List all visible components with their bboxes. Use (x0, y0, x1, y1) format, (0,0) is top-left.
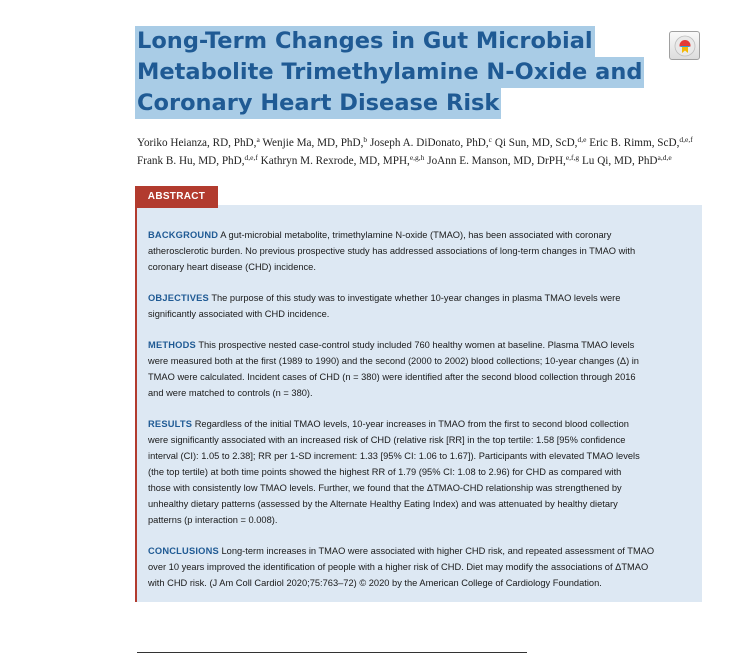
section-text: A gut-microbial metabolite, trimethylamine N-oxide (TMAO), has been associated with coronary (220, 230, 612, 240)
abstract-section-results (148, 416, 693, 528)
section-text: significantly associated with CHD incidence. (148, 309, 330, 319)
abstract-section-background (148, 227, 693, 275)
section-heading: RESULTS (148, 419, 193, 429)
abstract-text-line (148, 464, 693, 480)
abstract-section-conclusions (148, 543, 693, 591)
abstract-text-line (148, 337, 693, 353)
author-name: Yoriko Heianza, RD, PhD, (137, 137, 257, 149)
article-title (137, 26, 657, 119)
section-text: TMAO were calculated. Incident cases of CHD (n = 380) were identified after the second blood collection through 2016 (148, 372, 636, 382)
section-text: This prospective nested case-control study included 760 healthy women at baseline. Plasma TMAO levels (198, 340, 635, 350)
affiliation-marker[interactable]: a,d,e (657, 153, 672, 162)
abstract-text-line (148, 448, 693, 464)
section-text: coronary heart disease (CHD) incidence. (148, 262, 316, 272)
abstract-text-line (148, 353, 693, 369)
abstract-section-objectives (148, 290, 693, 322)
abstract-sections (148, 227, 693, 606)
abstract-text-line (148, 432, 693, 448)
crossmark-icon (674, 35, 696, 57)
abstract-accent-rule (135, 186, 137, 602)
author-name: Kathryn M. Rexrode, MD, MPH, (257, 155, 410, 167)
abstract-text-line (148, 559, 693, 575)
abstract-text-line (148, 243, 693, 259)
section-heading: OBJECTIVES (148, 293, 209, 303)
abstract-label: ABSTRACT (135, 186, 218, 208)
affiliation-marker[interactable]: c (488, 135, 493, 144)
abstract-text-line (148, 512, 693, 528)
affiliation-marker[interactable]: e,f,g (565, 153, 580, 162)
footnote-divider (137, 652, 527, 653)
author-line (137, 152, 717, 170)
section-heading: CONCLUSIONS (148, 546, 219, 556)
abstract-text-line (148, 369, 693, 385)
author-name: JoAnn E. Manson, MD, DrPH, (424, 155, 566, 167)
section-text: with CHD risk. (J Am Coll Cardiol 2020;75:763–72) © 2020 by the American College of Cardiology Foundation. (148, 578, 602, 588)
section-text: The purpose of this study was to investigate whether 10-year changes in plasma TMAO levels were (211, 293, 621, 303)
section-text: atherosclerotic burden. No previous prospective study has addressed associations of long-term changes in TMAO with (148, 246, 636, 256)
abstract-section-methods (148, 337, 693, 401)
affiliation-marker[interactable]: d,e,f (679, 135, 693, 144)
section-text: Regardless of the initial TMAO levels, 10-year increases in TMAO from the first to second blood collection (194, 419, 629, 429)
section-text: (the top tertile) at both time points showed the highest RR of 1.79 (95% CI: 1.08 to 2.96) for CHD as compared with (148, 467, 622, 477)
affiliation-marker[interactable]: d,e,f (244, 153, 258, 162)
author-name: Frank B. Hu, MD, PhD, (137, 155, 245, 167)
abstract-text-line (148, 259, 693, 275)
abstract-text-line (148, 290, 693, 306)
author-name: Wenjie Ma, MD, PhD, (259, 137, 364, 149)
author-line (137, 134, 717, 152)
author-name: Lu Qi, MD, PhD (579, 155, 658, 167)
author-name: Joseph A. DiDonato, PhD, (367, 137, 489, 149)
affiliation-marker[interactable]: d,e (577, 135, 587, 144)
section-text: over 10 years improved the identification of people with a higher risk of CHD. Diet may modify the associations of ΔTMAO (148, 562, 649, 572)
author-name: Eric B. Rimm, ScD, (586, 137, 680, 149)
section-text: were significantly associated with an increased risk of CHD (relative risk [RR] in the top tertile: 1.58 [95% confidence (148, 435, 626, 445)
abstract-text-line (148, 496, 693, 512)
section-text: and were matched to controls (n = 380). (148, 388, 313, 398)
author-name: Qi Sun, MD, ScD, (492, 137, 578, 149)
abstract-text-line (148, 575, 693, 591)
section-heading: BACKGROUND (148, 230, 219, 240)
affiliation-marker[interactable]: a (256, 135, 260, 144)
abstract-text-line (148, 416, 693, 432)
affiliation-marker[interactable]: e,g,h (409, 153, 425, 162)
section-text: unhealthy dietary patterns (assessed by the Alternate Healthy Eating Index) and was attenuated by healthy dietary (148, 499, 618, 509)
section-text: patterns (p interaction = 0.008). (148, 515, 278, 525)
section-text: Long-term increases in TMAO were associated with higher CHD risk, and repeated assessment of TMAO (221, 546, 655, 556)
title-line: Long-Term Changes in Gut Microbial (135, 26, 595, 57)
title-line: Coronary Heart Disease Risk (135, 88, 501, 119)
affiliation-marker[interactable]: b (363, 135, 368, 144)
author-list (137, 134, 717, 170)
section-heading: METHODS (148, 340, 196, 350)
abstract-text-line (148, 543, 693, 559)
abstract-text-line (148, 480, 693, 496)
section-text: those with consistently low TMAO levels. Further, we found that the ΔTMAO-CHD relationship was strengthened by (148, 483, 622, 493)
check-for-updates-button[interactable] (669, 31, 700, 60)
section-text: interval (CI): 1.05 to 2.38]; RR per 1-SD increment: 1.33 [95% CI: 1.06 to 1.67]). Participants with elevated TMAO levels (148, 451, 640, 461)
section-text: were measured both at the first (1989 to 1990) and the second (2000 to 2002) blood collections; 10-year changes (Δ) in (148, 356, 639, 366)
title-line: Metabolite Trimethylamine N-Oxide and (135, 57, 644, 88)
abstract-text-line (148, 385, 693, 401)
abstract-text-line (148, 227, 693, 243)
abstract-text-line (148, 306, 693, 322)
